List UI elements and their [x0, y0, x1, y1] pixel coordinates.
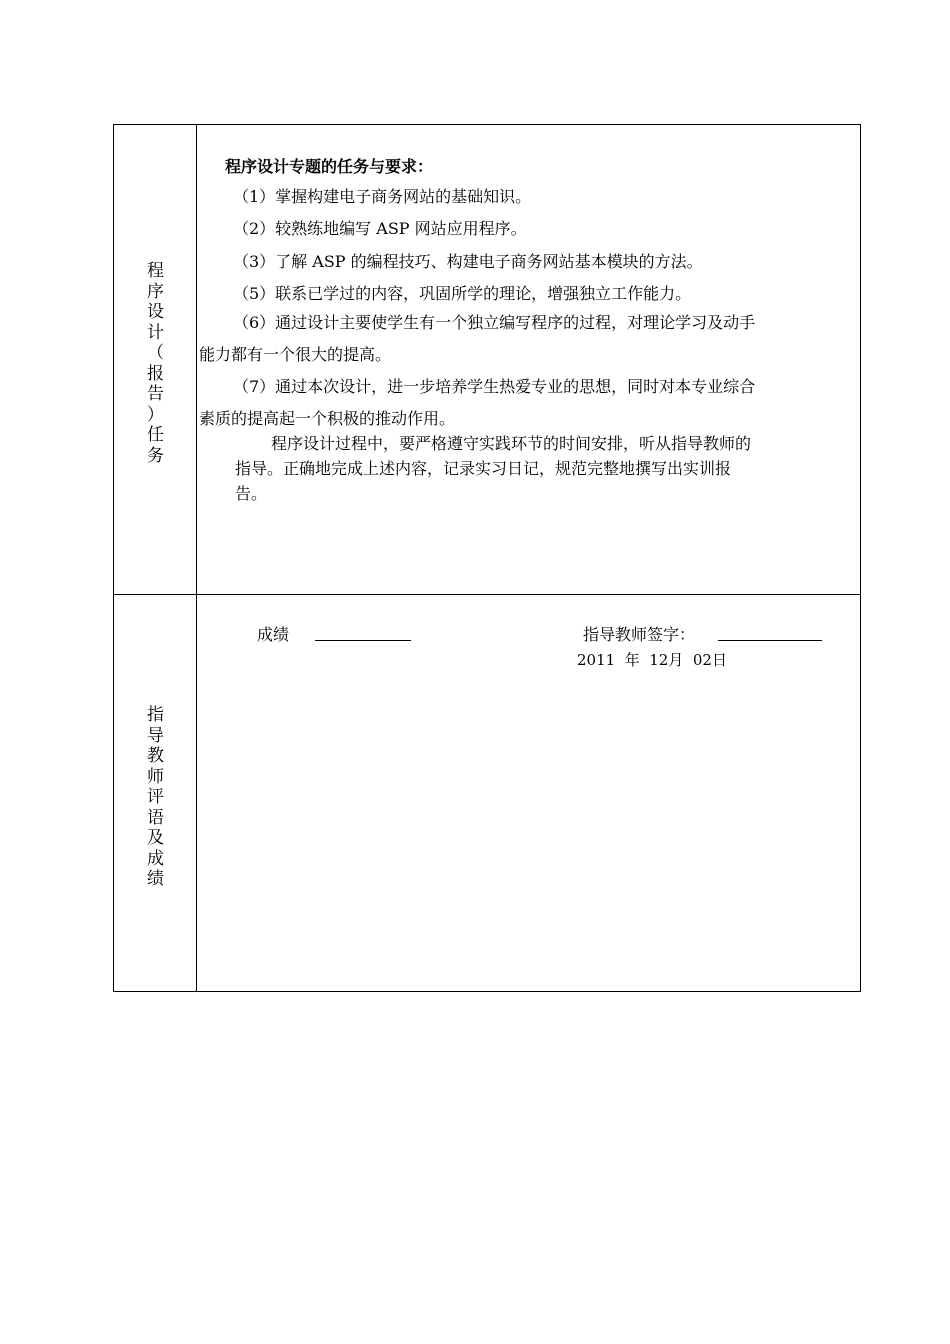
- requirement-7-line-1: （7）通过本次设计，进一步培养学生热爱专业的思想，同时对本专业综合: [233, 377, 756, 396]
- task-vertical-label: [114, 261, 197, 466]
- evaluation-label-char: 教: [147, 746, 164, 766]
- evaluation-label-char: 及: [147, 828, 164, 848]
- evaluation-vertical-label: [114, 705, 197, 890]
- evaluation-label-char: 绩: [147, 869, 164, 889]
- task-label-char: 序: [147, 281, 164, 302]
- process-note-line-3: 告。: [235, 484, 268, 503]
- evaluation-row: [114, 595, 860, 991]
- requirement-5: （5）联系已学过的内容，巩固所学的理论，增强独立工作能力。: [233, 284, 692, 303]
- process-note-line-1: 程序设计过程中，要严格遵守实践环节的时间安排，听从指导教师的: [271, 434, 752, 453]
- evaluation-label-char: 师: [147, 766, 164, 787]
- task-content-cell: [197, 125, 860, 594]
- evaluation-label-char: 指: [147, 705, 164, 725]
- task-label-char: 计: [147, 322, 164, 343]
- task-label-char: 务: [147, 445, 164, 466]
- task-label-char: 告: [147, 384, 164, 404]
- task-label-char: 设: [147, 302, 164, 322]
- evaluation-label-char: 评: [147, 787, 164, 807]
- evaluation-label-char: 导: [147, 725, 164, 746]
- evaluation-label-char: 语: [147, 807, 164, 828]
- evaluation-label-char: 成: [147, 848, 164, 869]
- evaluation-content-cell: [197, 595, 860, 991]
- evaluation-label-cell: [114, 595, 197, 991]
- requirement-3: （3）了解 ASP 的编程技巧、构建电子商务网站基本模块的方法。: [233, 252, 703, 271]
- requirement-6-line-1: （6）通过设计主要使学生有一个独立编写程序的过程，对理论学习及动手: [233, 313, 756, 332]
- teacher-signature-label: 指导教师签字：: [583, 625, 696, 644]
- task-label-char: 报: [147, 363, 164, 384]
- task-label-char: 程: [147, 261, 164, 281]
- grade-blank-line[interactable]: [315, 640, 411, 641]
- signature-blank-line[interactable]: [718, 640, 822, 641]
- requirement-1: （1）掌握构建电子商务网站的基础知识。: [233, 187, 532, 206]
- requirement-7: [199, 371, 755, 435]
- task-heading: 程序设计专题的任务与要求：: [225, 157, 434, 176]
- grade-label: 成绩: [257, 625, 290, 644]
- task-label-char: （: [147, 343, 164, 363]
- task-row: [114, 125, 860, 595]
- process-note-line-2: 指导。正确地完成上述内容，记录实习日记，规范完整地撰写出实训报: [235, 459, 732, 478]
- evaluation-date: 2011 年 12月 02日: [577, 651, 727, 669]
- process-note: [235, 431, 751, 506]
- task-label-char: ）: [147, 404, 164, 425]
- task-label-char: 任: [147, 425, 164, 445]
- requirement-2: （2）较熟练地编写 ASP 网站应用程序。: [233, 219, 527, 238]
- requirement-6: [199, 307, 755, 371]
- task-label-cell: [114, 125, 197, 594]
- task-form-table: [113, 124, 861, 992]
- requirement-6-line-2: 能力都有一个很大的提高。: [199, 345, 392, 364]
- requirement-7-line-2: 素质的提高起一个积极的推动作用。: [199, 409, 456, 428]
